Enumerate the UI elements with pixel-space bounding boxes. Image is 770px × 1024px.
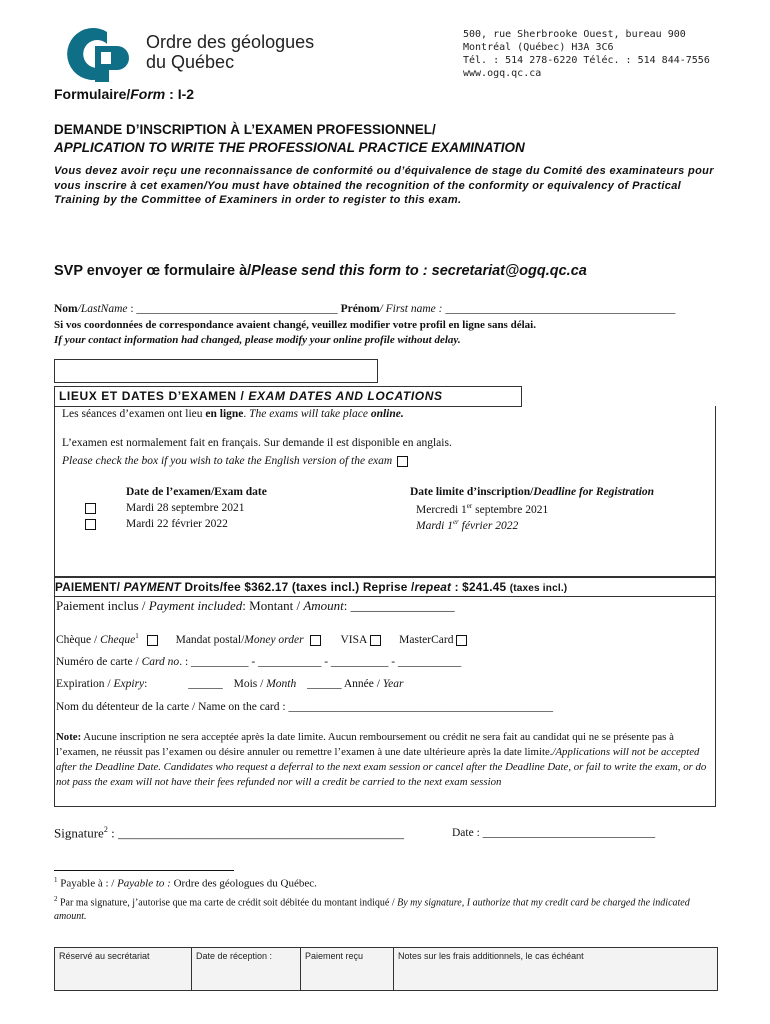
office-cell-received-date[interactable] xyxy=(192,948,301,990)
visa-checkbox[interactable] xyxy=(370,635,381,646)
contact-notice xyxy=(54,318,536,348)
card-holder-line[interactable]: Nom du détenteur de la carte / Name on the card : ______________________________________________ xyxy=(56,701,553,713)
amount-label-en: Amount xyxy=(303,598,344,613)
visa-label: VISA xyxy=(340,633,368,646)
language-line: L’examen est normalement fait en français. Sur demande il est disponible en anglais. xyxy=(62,437,452,449)
deadline-header xyxy=(410,486,654,498)
card-number-field[interactable]: . : __________ - ___________ - __________ - ___________ xyxy=(179,656,462,668)
year-label-en: Year xyxy=(382,678,404,690)
lastname-field[interactable]: : ___________________________________ xyxy=(127,303,341,315)
english-version-line xyxy=(62,455,411,467)
cheque-footnote-ref: 1 xyxy=(135,632,139,640)
footnote-2-a: Par ma signature, j’autorise que ma carte de crédit soit débitée du montant indiqué / xyxy=(57,897,398,909)
payment-included-line xyxy=(56,598,455,614)
exam-date-header: Date de l’examen/Exam date xyxy=(126,486,267,498)
form-label-fr: Formulaire/ xyxy=(54,86,131,102)
deadline-2-b: février 2022 xyxy=(458,519,519,532)
expiry-label-fr: Expiration / xyxy=(56,678,114,690)
month-label-fr: Mois / xyxy=(233,678,267,690)
office-received-label: Date de réception : xyxy=(196,951,273,961)
locations-header-en: EXAM DATES AND LOCATIONS xyxy=(248,389,443,403)
form-code xyxy=(54,86,194,102)
expiry-month-field[interactable]: ______ xyxy=(188,678,223,690)
mastercard-label: MasterCard xyxy=(399,633,454,646)
contact-notice-en: If your contact information had changed, please modify your online profile without delay. xyxy=(54,334,461,346)
address-line: 500, rue Sherbrooke Ouest, bureau 900 xyxy=(463,29,686,40)
payment-included-fr: Paiement inclus / xyxy=(56,598,149,613)
title-en: APPLICATION TO WRITE THE PROFESSIONAL PRACTICE EXAMINATION xyxy=(54,140,525,155)
name-fields[interactable] xyxy=(54,303,675,315)
expiry-label-en: Expiry xyxy=(113,678,145,690)
exam-locations-header xyxy=(54,386,522,407)
signature-label: Signature xyxy=(54,825,104,841)
office-notes-label: Notes sur les frais additionnels, le cas échéant xyxy=(398,951,584,961)
online-punct: . xyxy=(243,408,250,420)
footnote-1-num: 1 xyxy=(54,876,58,884)
footnote-1-b: Payable to : xyxy=(117,877,174,890)
english-version-checkbox[interactable] xyxy=(397,456,408,467)
exam-date-1: Mardi 28 septembre 2021 xyxy=(126,502,245,514)
org-name-line2: du Québec xyxy=(146,52,235,72)
footnote-2-b: By my signature, I authorize that my credit card be charged the indicated amount. xyxy=(54,897,690,923)
send-fr: SVP envoyer œ formulaire à/ xyxy=(54,263,252,279)
office-payment-label: Paiement reçu xyxy=(305,951,364,961)
card-number-label-en: Card no xyxy=(141,656,180,668)
office-cell-payment[interactable] xyxy=(301,948,394,990)
page-title xyxy=(54,121,525,157)
refund-note xyxy=(56,730,710,790)
deadline-2-sup: er xyxy=(452,518,459,526)
deadline-1-b: septembre 2021 xyxy=(472,503,549,516)
cheque-checkbox[interactable] xyxy=(147,635,158,646)
exam-date-checkbox-2[interactable] xyxy=(85,519,96,530)
mastercard-checkbox[interactable] xyxy=(456,635,467,646)
year-label-fr: Année / xyxy=(343,678,383,690)
org-name-line1: Ordre des géologues xyxy=(146,32,315,52)
org-name xyxy=(146,32,314,72)
payment-header-a: PAIEMENT/ xyxy=(55,580,124,594)
office-cell-notes[interactable] xyxy=(394,948,717,990)
title-fr: DEMANDE D’INSCRIPTION À L’EXAMEN PROFESSIONNEL/ xyxy=(54,122,436,137)
blank-entry-box[interactable] xyxy=(54,359,378,383)
month-label-en: Month xyxy=(266,678,297,690)
signature-footnote-ref: 2 xyxy=(103,825,108,834)
cheque-label-fr: Chèque / xyxy=(56,633,101,646)
note-fr: Aucune inscription ne sera acceptée après la date limite. Aucun remboursement ou crédit ne sera fait au candidat qui ne se présente pas à l’examen, ne réussit pas l’examen ou désire annuler ou remettre l’examen à une date ultérieure après la date limite. xyxy=(56,731,674,758)
signature-line[interactable] xyxy=(54,825,404,841)
address-line: Montréal (Québec) H3A 3C6 xyxy=(463,42,614,53)
locations-header-fr: LIEUX ET DATES D’EXAMEN / xyxy=(59,389,249,403)
expiry-colon: : xyxy=(144,678,148,690)
website-link[interactable]: www.ogq.qc.ca xyxy=(463,68,542,79)
amount-field[interactable]: : ________________ xyxy=(343,598,455,613)
exam-online-line xyxy=(62,408,404,420)
online-text-en: The exams will take place xyxy=(249,408,371,420)
amount-label-fr: : Montant / xyxy=(242,598,304,613)
deadline-header-en: Deadline for Registration xyxy=(533,486,655,498)
form-code-value: : I-2 xyxy=(165,86,195,102)
payment-header xyxy=(54,577,716,597)
english-version-label: Please check the box if you wish to take the English version of the exam xyxy=(62,455,393,467)
lastname-label-fr: Nom xyxy=(54,303,78,315)
footnote-1-a: Payable à : / xyxy=(57,877,118,890)
card-number-label-fr: Numéro de carte / xyxy=(56,656,142,668)
send-instructions xyxy=(54,263,587,279)
deadline-1-a: Mercredi 1 xyxy=(416,503,467,516)
expiry-line xyxy=(56,678,404,690)
deadline-header-fr: Date limite d’inscription/ xyxy=(410,486,534,498)
footnote-2 xyxy=(54,892,718,924)
payment-header-b: PAYMENT xyxy=(123,580,181,594)
footnote-2-num: 2 xyxy=(54,895,58,903)
office-reserved-label: Réservé au secrétariat xyxy=(59,951,150,961)
payment-header-d: repeat xyxy=(414,580,452,594)
office-cell-reserved xyxy=(55,948,192,990)
money-order-label-fr: Mandat postal/ xyxy=(175,633,245,646)
cheque-label-en: Cheque xyxy=(100,633,136,646)
send-en: Please send this form to : secretariat@ogq.qc.ca xyxy=(251,263,587,279)
payment-method-line xyxy=(56,632,470,646)
note-label: Note: xyxy=(56,731,82,743)
footnote-divider xyxy=(54,870,234,871)
note-en: /Applications will not be accepted after the Deadline Date. Candidates who request a deferral to the next exam session or cancel after the Deadline Date, or fail to write the exam, or do not pass the exam will not have their fees refunded nor will a credit be carried to the next exam session xyxy=(56,746,707,788)
address-block xyxy=(463,28,710,80)
address-line: Tél. : 514 278-6220 Téléc. : 514 844-7556 xyxy=(463,55,710,66)
deadline-1 xyxy=(416,502,548,516)
payment-header-f: (taxes incl.) xyxy=(509,583,568,594)
firstname-label-fr: Prénom xyxy=(340,303,380,315)
footnote-1-c: Ordre des géologues du Québec. xyxy=(173,877,317,890)
money-order-checkbox[interactable] xyxy=(310,635,321,646)
footnote-1 xyxy=(54,876,317,890)
lastname-label-en: /LastName xyxy=(77,303,128,315)
deadline-2 xyxy=(416,518,518,532)
ogq-logo-icon xyxy=(55,26,145,84)
form-label-en: Form xyxy=(130,86,166,102)
payment-header-c: Droits/fee $362.17 (taxes incl.) Reprise / xyxy=(180,580,415,594)
date-line[interactable]: Date : ______________________________ xyxy=(452,827,656,839)
eligibility-notice: Vous devez avoir reçu une reconnaissance de conformité ou d’équivalence de stage du Comité des examinateurs pour vous inscrire à cet examen/You must have obtained the recognition of the conformity or equivalency of Practical Training by the Committee of Examiners in order to register to this exam. xyxy=(54,165,714,206)
firstname-label-en: / First name : xyxy=(379,303,446,315)
expiry-year-field[interactable]: ______ xyxy=(307,678,342,690)
payment-included-en: Payment included xyxy=(148,598,243,613)
online-bold-en: online. xyxy=(370,408,404,420)
deadline-2-a: Mardi 1 xyxy=(416,519,453,532)
payment-header-e: : $241.45 xyxy=(451,580,510,594)
office-use-table xyxy=(54,947,718,991)
deadline-1-sup: er xyxy=(466,502,473,510)
exam-date-checkbox-1[interactable] xyxy=(85,503,96,514)
contact-notice-fr: Si vos coordonnées de correspondance avaient changé, veuillez modifier votre profil en ligne sans délai. xyxy=(54,319,536,331)
exam-date-2: Mardi 22 février 2022 xyxy=(126,518,228,530)
logo xyxy=(55,26,145,84)
online-text: Les séances d’examen ont lieu xyxy=(62,408,206,420)
money-order-label-en: Money order xyxy=(244,633,304,646)
firstname-field[interactable]: ________________________________________ xyxy=(445,303,676,315)
online-bold: en ligne xyxy=(205,408,244,420)
card-number-line[interactable] xyxy=(56,656,461,668)
signature-field[interactable]: : ____________________________________________ xyxy=(107,825,404,841)
